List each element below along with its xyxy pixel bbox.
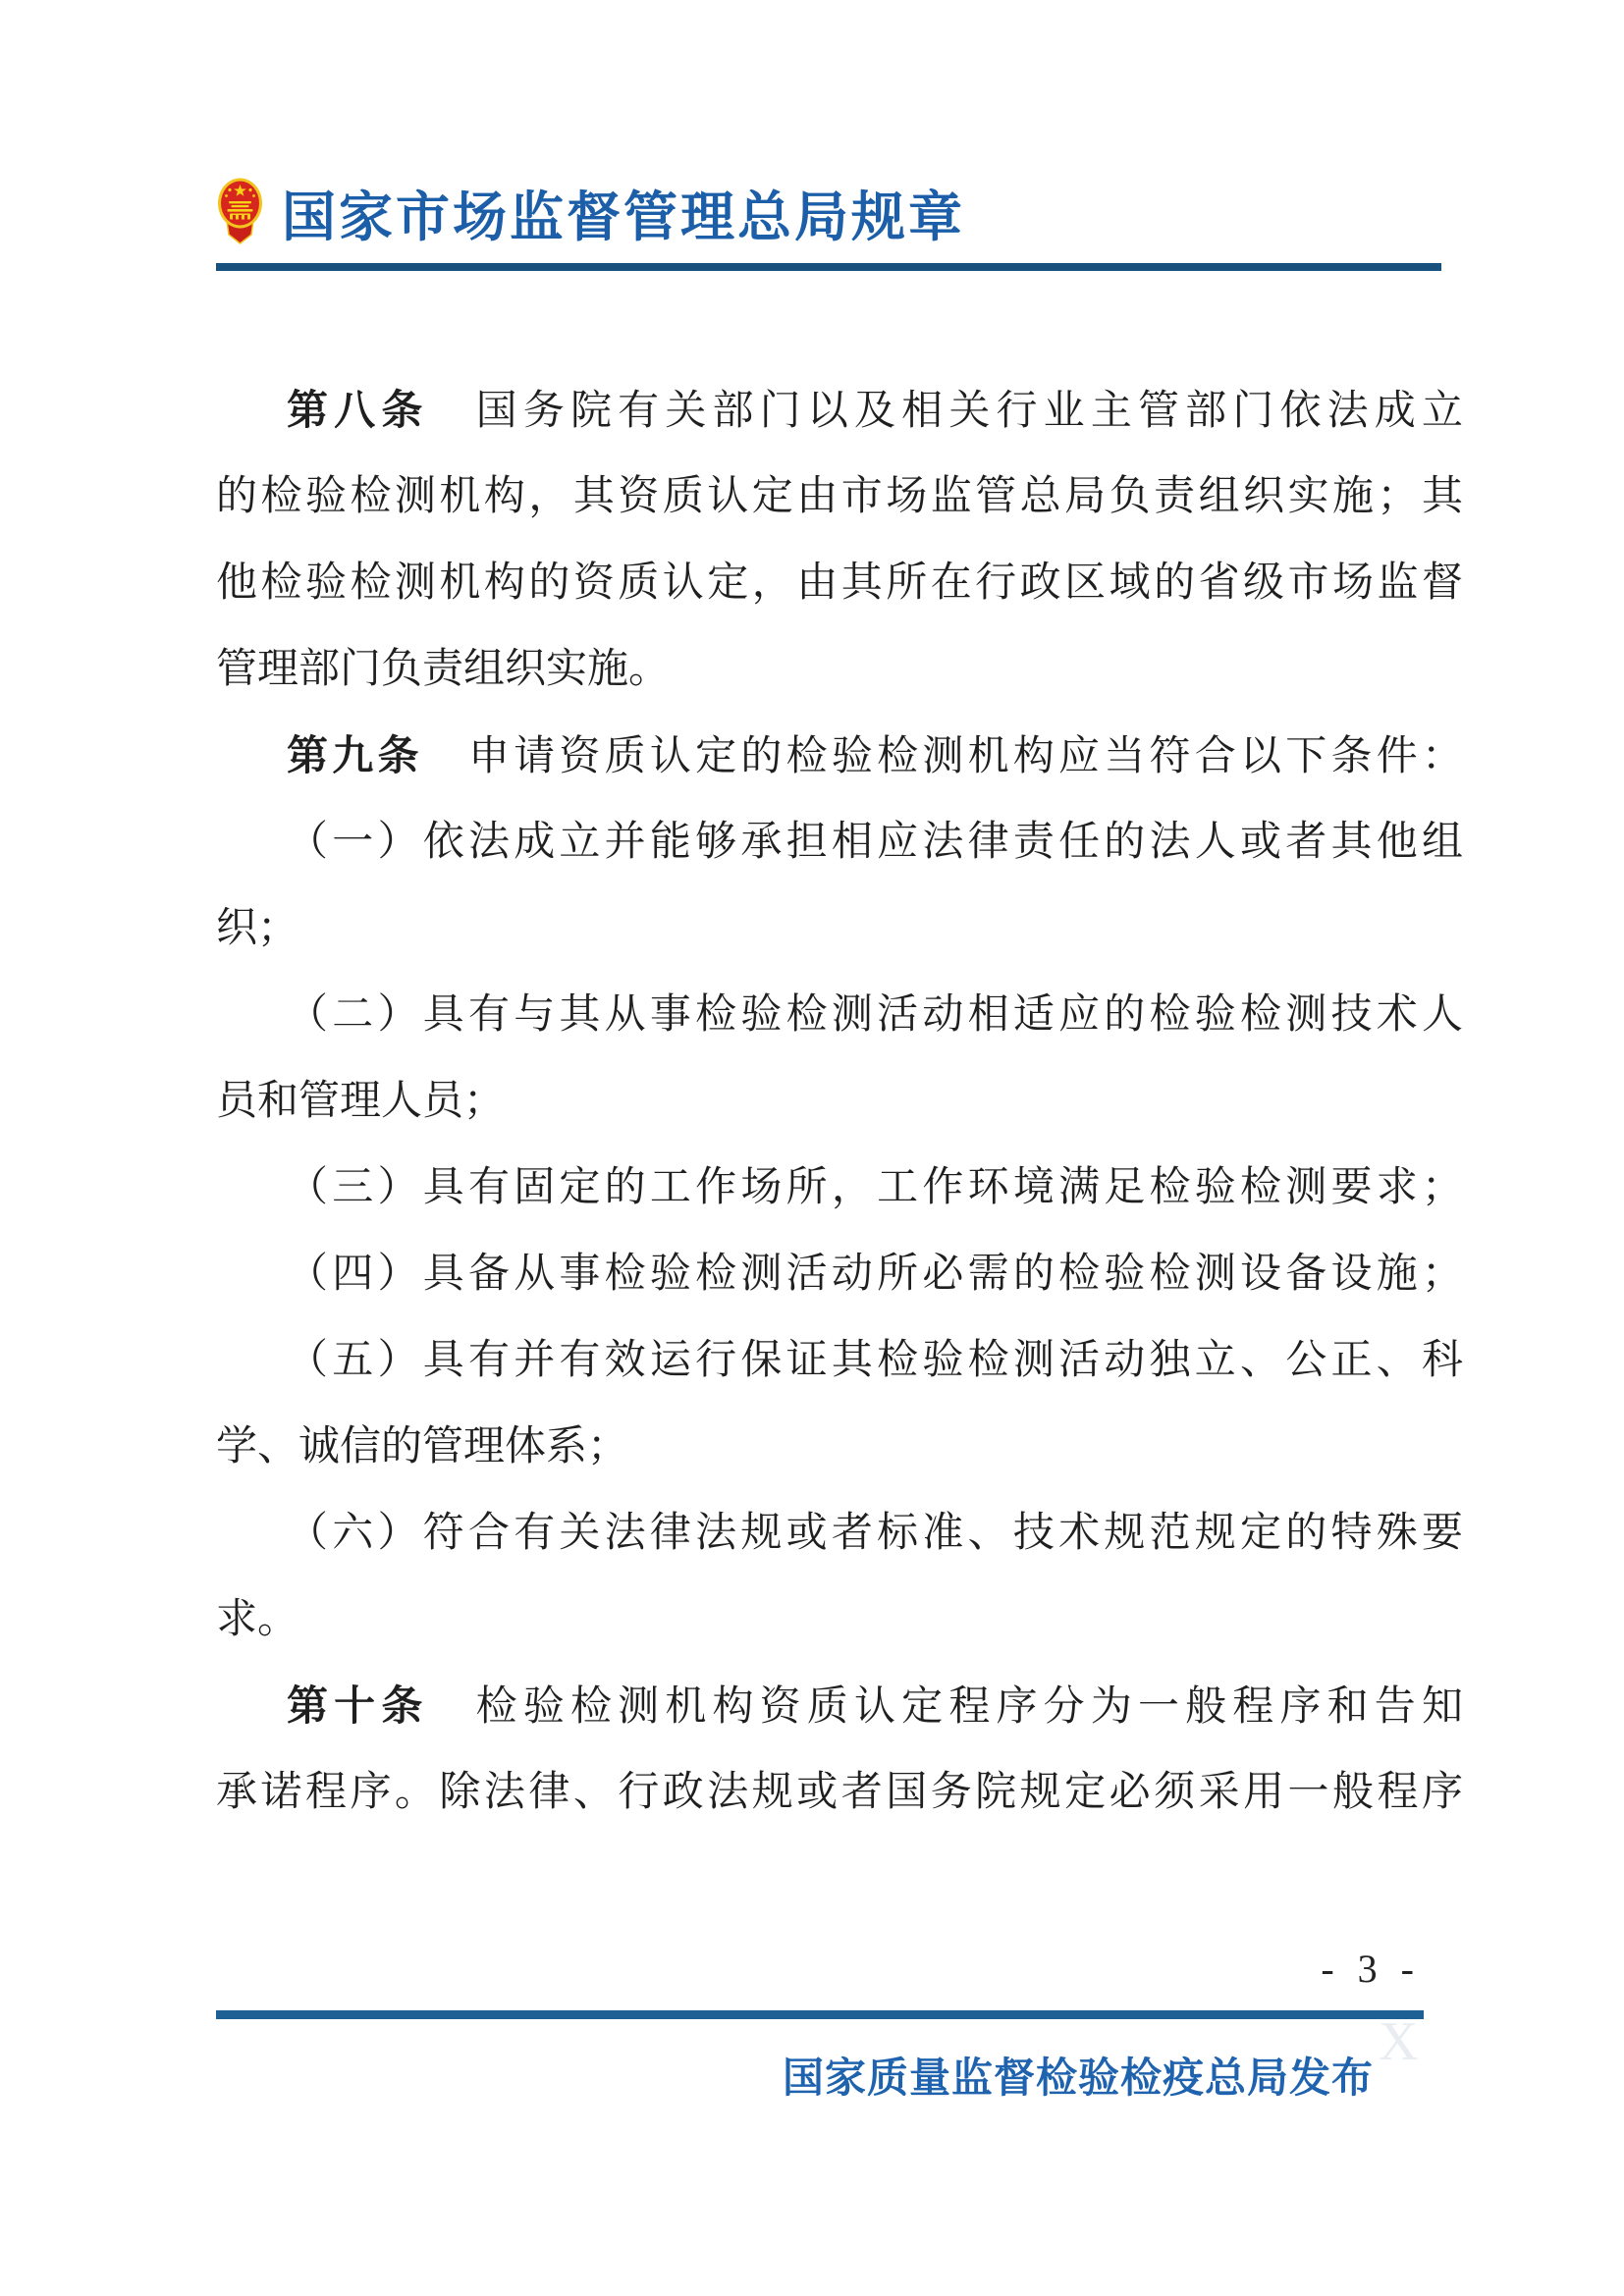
text-line: [216, 1576, 1463, 1663]
text-line: [216, 1404, 1463, 1490]
article-text: 承诺程序。除法律、行政法规或者国务院规定必须采用一般程序: [216, 1770, 1463, 1815]
article-text: 学、诚信的管理体系；: [216, 1424, 629, 1469]
article-text: 他检验检测机构的资质认定，由其所在行政区域的省级市场监督: [216, 561, 1463, 606]
text-line: [216, 1663, 1463, 1749]
article-text: （五）具有并有效运行保证其检验检测活动独立、公正、科: [287, 1338, 1463, 1383]
text-line: [216, 626, 1463, 713]
article-text: 的检验检测机构，其资质认定由市场监管总局负责组织实施；其: [216, 474, 1463, 519]
article-text: 申请资质认定的检验检测机构应当符合以下条件：: [422, 734, 1463, 779]
text-line: [216, 454, 1463, 540]
article-text: 求。: [216, 1597, 299, 1642]
text-line: [216, 1749, 1463, 1836]
header-rule: [216, 263, 1441, 271]
article-text: 员和管理人员；: [216, 1079, 506, 1124]
article-number: 第十条: [287, 1682, 429, 1729]
text-line: [216, 799, 1463, 885]
article-number: 第九条: [287, 732, 423, 778]
text-line: [216, 713, 1463, 799]
article-text: （四）具备从事检验检测活动所必需的检验检测设备设施；: [287, 1252, 1463, 1297]
text-line: [216, 1145, 1463, 1231]
text-line: [216, 972, 1463, 1058]
footer-rule: [216, 2010, 1424, 2019]
article-number: 第八条: [287, 387, 429, 433]
text-line: [216, 1490, 1463, 1576]
text-line: [216, 885, 1463, 972]
text-line: [216, 1231, 1463, 1317]
article-text: （二）具有与其从事检验检测活动相适应的检验检测技术人: [287, 992, 1463, 1038]
document-body: [216, 367, 1463, 1836]
article-text: 管理部门负责组织实施。: [216, 647, 671, 692]
text-line: [216, 1058, 1463, 1145]
text-line: [216, 540, 1463, 626]
article-text: 织；: [216, 906, 299, 951]
article-text: （六）符合有关法律法规或者标准、技术规范规定的特殊要: [287, 1511, 1463, 1556]
article-text: 国务院有关部门以及相关行业主管部门依法成立: [428, 389, 1463, 434]
watermark-artifact: X: [1379, 2011, 1419, 2072]
header-title: 国家市场监督管理总局规章: [282, 187, 966, 247]
page-number: - 3 -: [1321, 1947, 1421, 1991]
national-emblem-icon: [217, 178, 263, 244]
article-text: （三）具有固定的工作场所，工作环境满足检验检测要求；: [287, 1165, 1463, 1210]
article-text: （一）依法成立并能够承担相应法律责任的法人或者其他组: [287, 820, 1463, 865]
publisher-line: 国家质量监督检验检疫总局发布: [782, 2055, 1374, 2101]
text-line: [216, 1317, 1463, 1404]
text-line: [216, 367, 1463, 454]
article-text: 检验检测机构资质认定程序分为一般程序和告知: [428, 1684, 1463, 1730]
